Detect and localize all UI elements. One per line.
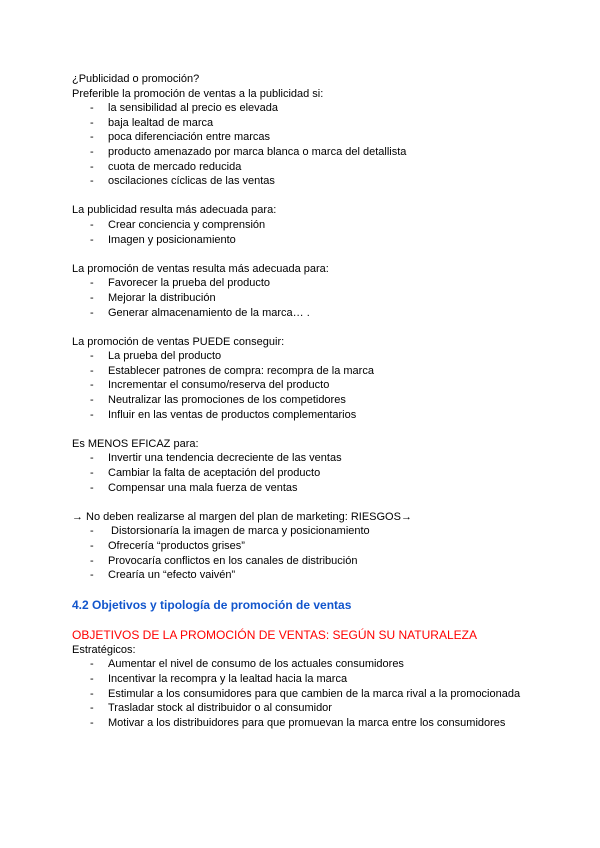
list-item: - Invertir una tendencia decreciente de las ventas [90,452,342,465]
bullet-dash: - [90,452,94,465]
bullet-dash: - [90,306,94,319]
riesgos-list [72,524,542,582]
list-item: - Ofrecería “productos grises” [90,540,245,552]
objetivos-heading: OBJETIVOS DE LA PROMOCIÓN DE VENTAS: SEGÚN SU NATURALEZA [72,627,477,642]
bullet-dash: - [90,467,94,480]
section-title: 4.2 Objetivos y tipología de promoción de ventas [72,597,352,612]
bullet-dash: - [90,364,94,377]
bullet-dash: - [90,291,94,304]
list-item: - producto amenazado por marca blanca o marca del detallista [90,145,407,158]
list-item: - Incentivar la recompra y la lealtad hacia la marca [90,672,348,685]
bullet-dash: - [90,379,94,392]
list-item: - cuota de mercado reducida [90,160,242,173]
list-item: - poca diferenciación entre marcas [90,131,271,144]
riesgos-lead: → No deben realizarse al margen del plan de marketing: RIESGOS→ [72,510,412,523]
list-item: - Compensar una mala fuerza de ventas [90,481,298,494]
bullet-dash: - [90,481,94,494]
list-item: - baja lealtad de marca [90,116,214,129]
bullet-dash: - [90,394,94,407]
list-item: - Estimular a los consumidores para que cambien de la marca rival a la promocionada [90,687,521,700]
publicidad-lead: La publicidad resulta más adecuada para: [72,204,277,217]
objetivos-list [72,657,542,730]
list-item: - Distorsionaría la imagen de marca y posicionamiento [90,525,370,538]
list-item: - Establecer patrones de compra: recompra de la marca [90,364,374,377]
promocion-lead: La promoción de ventas resulta más adecuada para: [72,262,329,275]
list-item: - Incrementar el consumo/reserva del producto [90,379,330,392]
promocion-list [72,276,542,320]
bullet-dash: - [90,408,94,421]
bullet-dash: - [90,116,94,129]
list-item: - Cambiar la falta de aceptación del producto [90,467,321,480]
bullet-dash: - [90,350,94,363]
menos-list [72,451,542,495]
bullet-dash: - [90,687,94,700]
list-item: - Trasladar stock al distribuidor o al consumidor [90,702,332,715]
list-item: - Favorecer la prueba del producto [90,277,271,290]
list-item: - Generar almacenamiento de la marca… . [90,306,310,319]
bullet-dash: - [90,702,94,715]
intro-lead: Preferible la promoción de ventas a la publicidad si: [72,87,324,100]
bullet-dash: - [90,716,94,729]
list-item: - Provocaría conflictos en los canales de distribución [90,554,358,567]
list-item: - Neutralizar las promociones de los competidores [90,394,346,407]
list-item: - Aumentar el nivel de consumo de los actuales consumidores [90,658,404,671]
document-page [72,72,542,730]
list-item: - la sensibilidad al precio es elevada [90,102,278,115]
list-item: - Motivar a los distribuidores para que promuevan la marca entre los consumidores [90,716,506,729]
bullet-dash: - [90,525,94,538]
bullet-dash: - [90,672,94,685]
puede-lead: La promoción de ventas PUEDE conseguir: [72,335,285,348]
intro-question: ¿Publicidad o promoción? [72,73,200,85]
list-item: - oscilaciones cíclicas de las ventas [90,175,275,188]
bullet-dash: - [90,233,94,246]
intro-list [72,101,542,189]
bullet-dash: - [90,277,94,290]
bullet-dash: - [90,540,94,552]
bullet-dash: - [90,175,94,188]
bullet-dash: - [90,218,94,231]
objetivos-subheading: Estratégicos: [72,643,136,656]
list-item: - Crear conciencia y comprensión [90,218,266,231]
bullet-dash: - [90,131,94,144]
list-item: - Influir en las ventas de productos complementarios [90,408,357,421]
bullet-dash: - [90,160,94,173]
menos-lead: Es MENOS EFICAZ para: [72,437,199,450]
list-item: - La prueba del producto [90,350,222,363]
list-item: - Crearía un “efecto vaivén” [90,569,236,582]
publicidad-list [72,218,542,247]
list-item: - Mejorar la distribución [90,291,216,304]
bullet-dash: - [90,145,94,158]
bullet-dash: - [90,554,94,567]
bullet-dash: - [90,102,94,115]
bullet-dash: - [90,569,94,582]
puede-list [72,349,542,422]
list-item: - Imagen y posicionamiento [90,233,236,246]
bullet-dash: - [90,658,94,671]
